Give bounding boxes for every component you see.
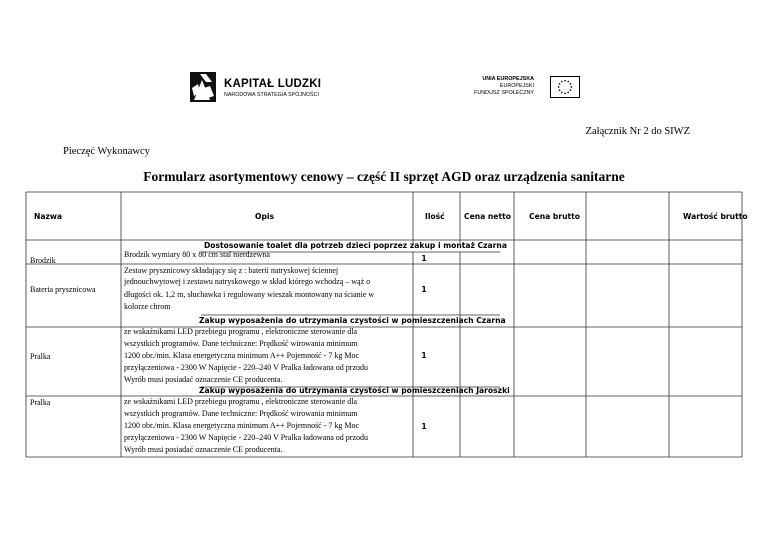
row-description-line: długości ok. 1,2 m, słuchawka i regulowany wieszak montowany na ścianie w <box>124 290 375 299</box>
row-description-line: kolorze chrom <box>124 302 171 311</box>
eu-line-2: EUROPEJSKI <box>499 83 534 89</box>
eu-logo <box>470 76 582 100</box>
row-description-line: ze wskaźnikami LED przebiegu programu , elektroniczne sterowanie dla <box>124 397 358 406</box>
row-description-line: 1200 obr./min. Klasa energetyczna minimum A++ Pojemność - 7 kg Moc <box>124 421 360 430</box>
form-title: Formularz asortymentowy cenowy – część II sprzęt AGD oraz urządzenia sanitarne <box>143 169 625 184</box>
column-header-opis: Opis <box>255 212 275 221</box>
column-header-ilosc: Ilość <box>425 212 445 221</box>
row-description-line: wszystkich programów. Dane techniczne: Prędkość wirowania minimum <box>124 339 358 348</box>
column-header-nazwa: Nazwa <box>34 212 63 221</box>
row-description-line: Wyrób musi posiadać oznaczenie CE producenta. <box>124 445 283 454</box>
row-name: Pralka <box>30 398 51 407</box>
row-description-line: Brodzik wymiary 80 x 80 cm stal nierdzewna <box>124 250 270 259</box>
section-heading: Zakup wyposażenia do utrzymania czystości w pomieszczeniach Czarna <box>199 316 506 325</box>
row-quantity: 1 <box>421 285 427 294</box>
row-description-line: Zestaw prysznicowy składający się z : baterii natryskowej ściennej <box>124 266 339 275</box>
kapital-ludzki-title: KAPITAŁ LUDZKI <box>224 78 322 90</box>
section-heading: Zakup wyposażenia do utrzymania czystości w pomieszczeniach Jaroszki <box>199 386 510 395</box>
kapital-ludzki-subtitle: NARODOWA STRATEGIA SPÓJNOŚCI <box>224 92 320 98</box>
section-heading: Dostosowanie toalet dla potrzeb dzieci poprzez zakup i montaż Czarna <box>204 241 507 250</box>
row-description-line: jednouchwytowej i zestawu natryskowego w skład którego wchodzą – wąż o <box>124 277 371 286</box>
eu-line-3: FUNDUSZ SPOŁECZNY <box>474 90 534 96</box>
kapital-ludzki-logo <box>188 70 322 106</box>
attachment-label: Załącznik Nr 2 do SIWZ <box>585 126 690 137</box>
stamp-label: Pieczęć Wykonawcy <box>63 146 150 157</box>
kapital-ludzki-emblem-icon <box>188 70 218 104</box>
row-quantity: 1 <box>421 422 427 431</box>
eu-line-1: UNIA EUROPEJSKA <box>482 76 534 82</box>
row-description-line: przyłączeniowa - 2300 W Napięcie - 220–240 V Pralka ładowana od przodu <box>124 433 368 442</box>
row-description-line: przyłączeniowa - 2300 W Napięcie - 220–240 V Pralka ładowana od przodu <box>124 363 368 372</box>
row-name: Pralka <box>30 352 51 361</box>
row-name: Brodzik <box>30 256 56 265</box>
column-header-wartosc-brutto: Wartość brutto <box>683 212 748 221</box>
column-header-cena-netto: Cena netto <box>464 212 511 221</box>
row-name: Bateria prysznicowa <box>30 285 96 294</box>
eu-logo-text <box>474 76 534 97</box>
eu-flag-icon <box>550 76 580 98</box>
row-quantity: 1 <box>421 254 427 263</box>
row-description-line: ze wskaźnikami LED przebiegu programu , elektroniczne sterowanie dla <box>124 327 358 336</box>
row-description-line: wszystkich programów. Dane techniczne: Prędkość wirowania minimum <box>124 409 358 418</box>
row-quantity: 1 <box>421 351 427 360</box>
row-description-line: Wyrób musi posiadać oznaczenie CE producenta. <box>124 375 283 384</box>
column-header-cena-brutto: Cena brutto <box>529 212 580 221</box>
row-description-line: 1200 obr./min. Klasa energetyczna minimum A++ Pojemność - 7 kg Moc <box>124 351 360 360</box>
